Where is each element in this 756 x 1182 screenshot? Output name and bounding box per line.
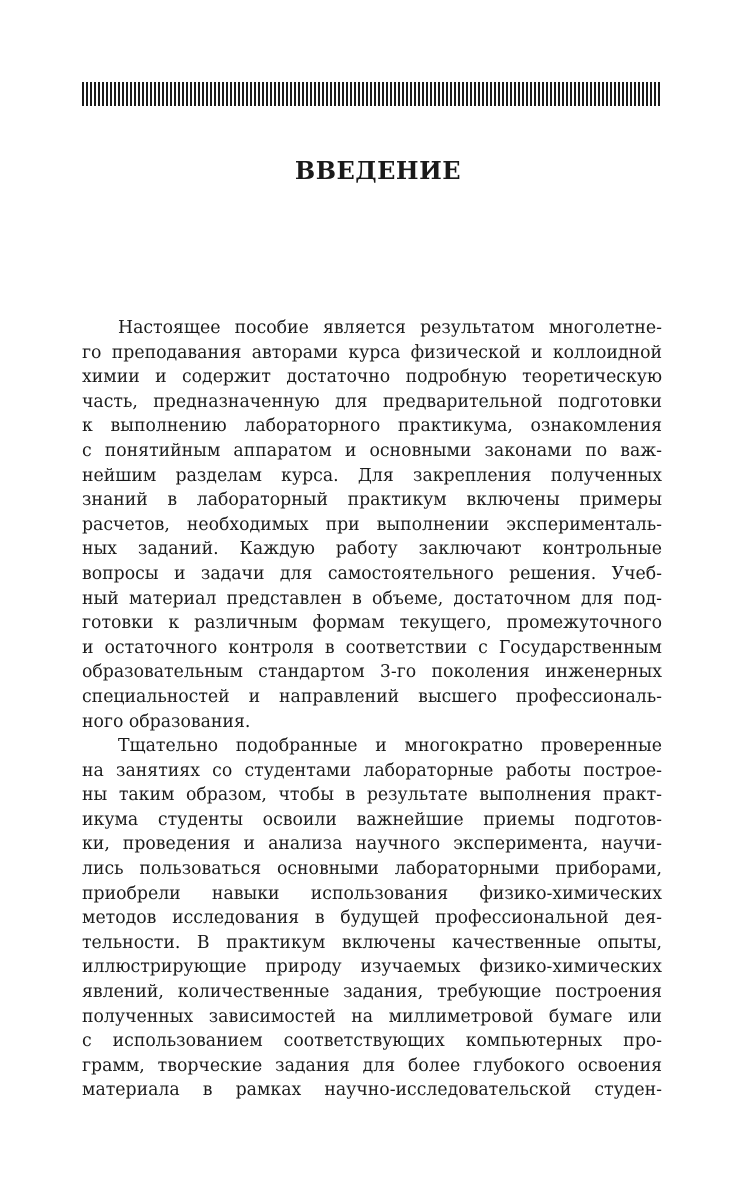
text-line: явлений, количественные задания, требующие построения [82, 982, 662, 1003]
paragraph-2 [82, 734, 662, 1103]
text-line: материала в рамках научно-исследовательской студен- [82, 1080, 662, 1101]
text-line: ных заданий. Каждую работу заключают контрольные [82, 539, 662, 560]
text-line: нейшим разделам курса. Для закрепления полученных [82, 465, 662, 486]
text-line: часть, предназначенную для предварительной подготовки [82, 391, 662, 412]
page-title: ВВЕДЕНИЕ [294, 156, 462, 186]
text-line: ный материал представлен в объеме, достаточном для под- [82, 588, 662, 609]
text-line: специальностей и направлений высшего профессиональ- [82, 686, 662, 707]
text-line: методов исследования в будущей профессиональной дея- [82, 908, 662, 929]
text-line: ного образования. [82, 711, 251, 732]
text-line: вопросы и задачи для самостоятельного решения. Учеб- [82, 563, 662, 584]
text-line: химии и содержит достаточно подробную теоретическую [82, 367, 662, 388]
body-text [82, 316, 662, 1103]
text-line: ны таким образом, чтобы в результате выполнения практ- [82, 785, 662, 806]
text-line: с понятийным аппаратом и основными законами по важ- [82, 440, 662, 461]
text-line: приобрели навыки использования физико-химических [82, 883, 662, 904]
text-line: полученных зависимостей на миллиметровой бумаге или [82, 1006, 662, 1027]
text-line: расчетов, необходимых при выполнении эксперименталь- [82, 514, 662, 535]
text-line: тельности. В практикум включены качественные опыты, [82, 932, 662, 953]
text-line: иллюстрирующие природу изучаемых физико-химических [82, 957, 662, 978]
text-line: Тщательно подобранные и многократно проверенные [118, 736, 662, 757]
text-line: образовательным стандартом 3-го поколения инженерных [82, 662, 662, 683]
text-line: грамм, творческие задания для более глубокого освоения [82, 1055, 662, 1076]
text-line: лись пользоваться основными лабораторными приборами, [82, 859, 662, 880]
text-line: с использованием соответствующих компьютерных про- [82, 1031, 662, 1052]
text-line: к выполнению лабораторного практикума, ознакомления [82, 416, 662, 437]
text-line: знаний в лабораторный практикум включены примеры [82, 490, 662, 511]
decorative-hatched-rule [82, 82, 662, 106]
text-line: го преподавания авторами курса физической и коллоидной [82, 342, 662, 363]
text-line: икума студенты освоили важнейшие приемы подготов- [82, 809, 662, 830]
paragraph-1 [82, 316, 662, 734]
text-line: ки, проведения и анализа научного эксперимента, научи- [82, 834, 662, 855]
text-line: на занятиях со студентами лабораторные работы построе- [82, 760, 662, 781]
text-line: готовки к различным формам текущего, промежуточного [82, 613, 662, 634]
text-line: Настоящее пособие является результатом многолетне- [118, 318, 662, 338]
text-line: и остаточного контроля в соответствии с Государственным [82, 637, 662, 658]
